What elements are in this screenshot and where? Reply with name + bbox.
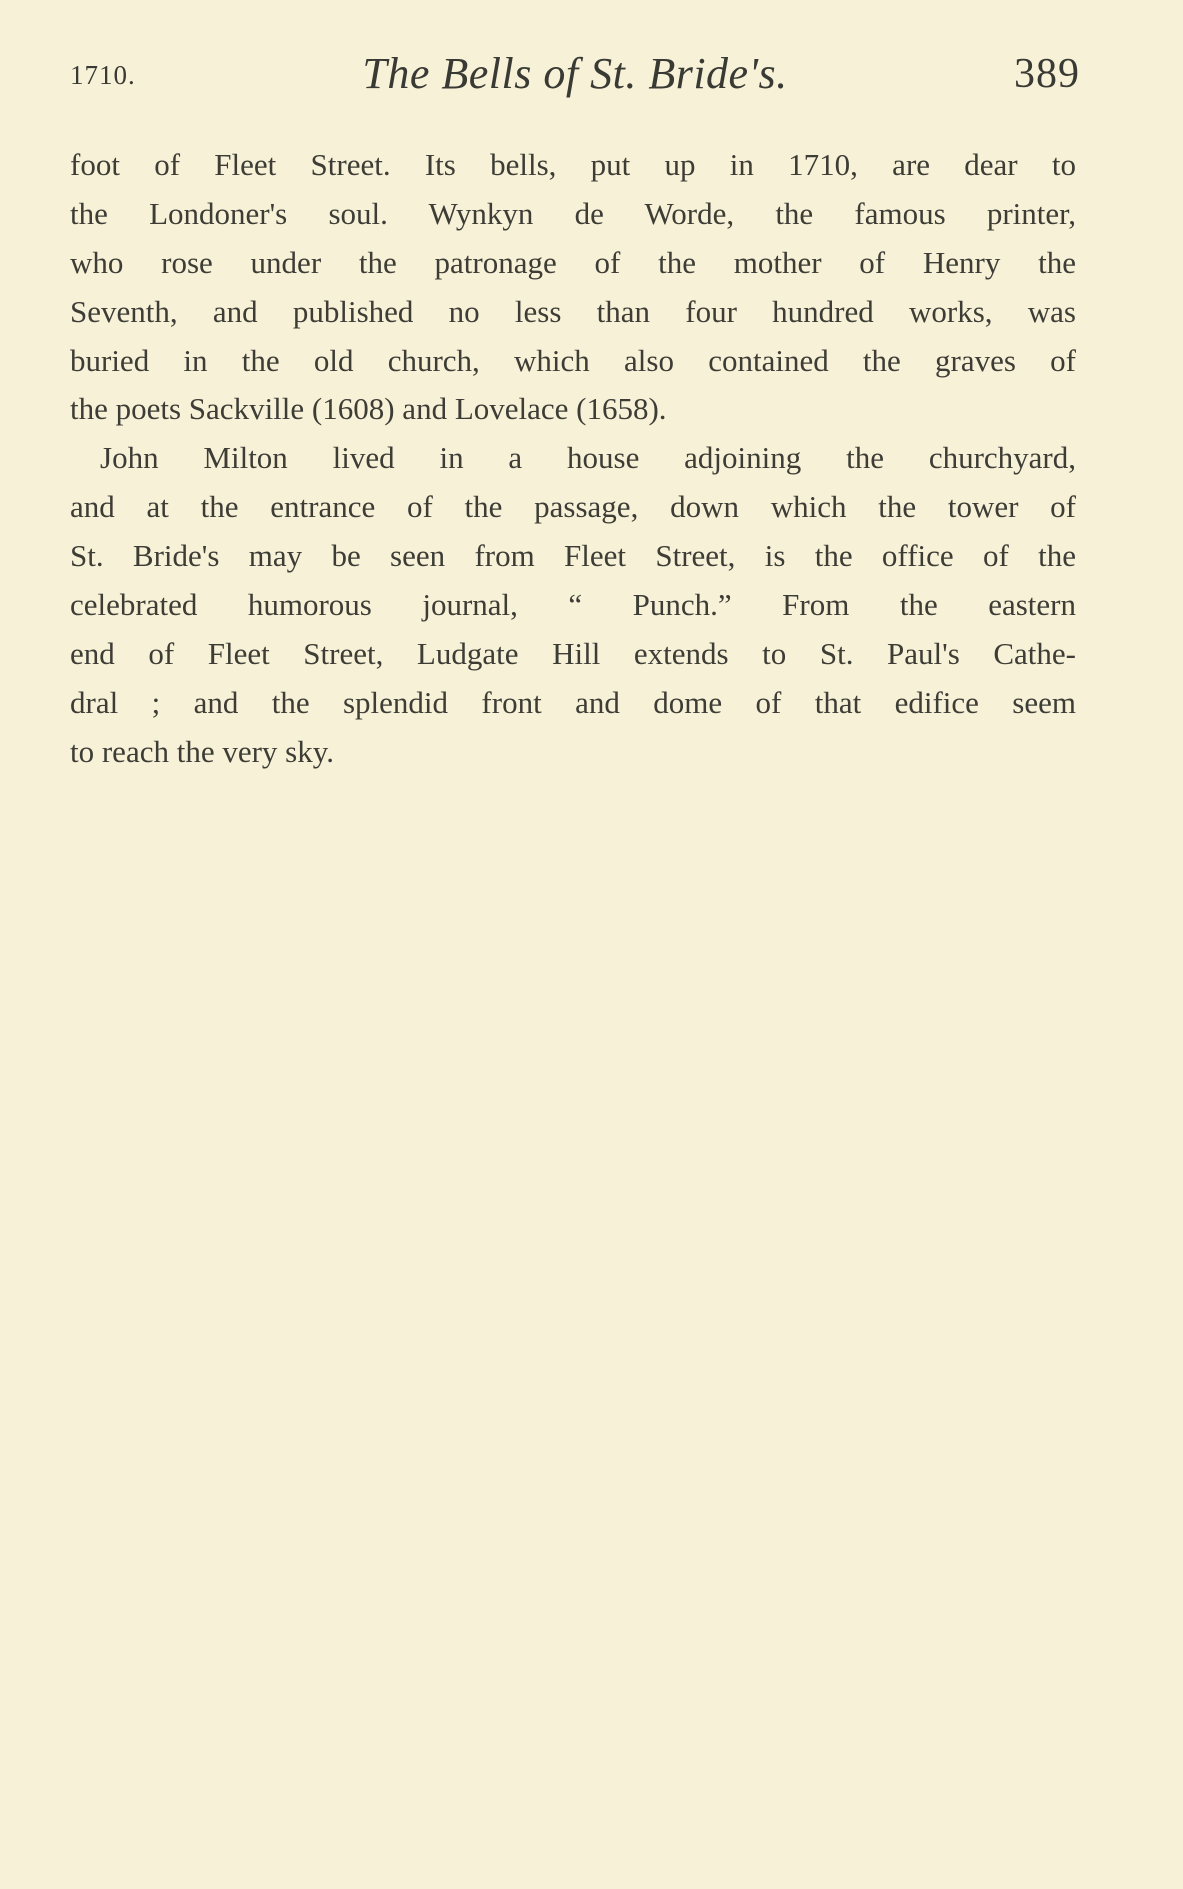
text-line: foot of Fleet Street. Its bells, put up in 1710, are dear to bbox=[70, 147, 1076, 182]
paragraph-start-line: John Milton lived in a house adjoining the churchyard, bbox=[100, 440, 1076, 476]
text-line: Seventh, and published no less than four hundred works, was bbox=[70, 293, 1076, 329]
text-line: dral ; and the splendid front and dome of that edifice seem bbox=[70, 684, 1076, 720]
text-line: St. Bride's may be seen from Fleet Street, is the office of the bbox=[70, 538, 1076, 574]
text-line: end of Fleet Street, Ludgate Hill extends to St. Paul's Cathe- bbox=[70, 635, 1076, 671]
text-line: celebrated humorous journal, “ Punch.” From the eastern bbox=[70, 587, 1076, 623]
body-text bbox=[70, 141, 1076, 777]
running-head-year: 1710. bbox=[70, 60, 136, 90]
text-line: and at the entrance of the passage, down which the tower of bbox=[70, 489, 1076, 525]
text-line: buried in the old church, which also contained the graves of bbox=[70, 342, 1076, 378]
paragraph-end-line: to reach the very sky. bbox=[70, 733, 334, 769]
text-line: who rose under the patronage of the mother of Henry the bbox=[70, 244, 1076, 280]
running-head-title: The Bells of St. Bride's. bbox=[362, 49, 788, 98]
paragraph-end-line: the poets Sackville (1608) and Lovelace (1658). bbox=[70, 391, 667, 427]
running-head bbox=[70, 48, 1080, 108]
page-number: 389 bbox=[1014, 51, 1080, 97]
text-line: the Londoner's soul. Wynkyn de Worde, the famous printer, bbox=[70, 195, 1076, 231]
